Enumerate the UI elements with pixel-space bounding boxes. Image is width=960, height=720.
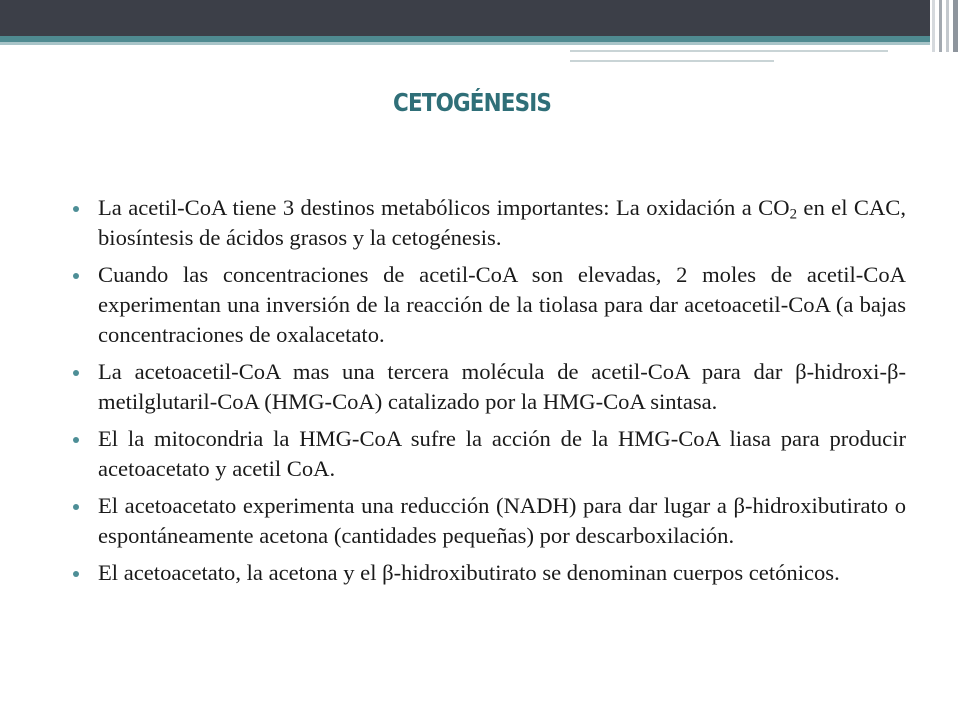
bullet-item xyxy=(70,424,906,484)
bullet-list xyxy=(70,193,906,595)
subscript-text: 2 xyxy=(789,206,798,223)
bullet-item xyxy=(70,558,906,588)
bullet-dot-icon xyxy=(73,273,79,279)
header-teal-light-band xyxy=(0,42,930,45)
bullet-dot-icon xyxy=(73,370,79,376)
bullet-item xyxy=(70,193,906,253)
bullet-text: La acetil-CoA tiene 3 destinos metabólicos importantes: La oxidación a CO xyxy=(98,195,790,220)
header-vertical-bars xyxy=(930,0,960,52)
bullet-dot-icon xyxy=(73,206,79,212)
bullet-dot-icon xyxy=(73,504,79,510)
bullet-dot-icon xyxy=(73,571,79,577)
bullet-dot-icon xyxy=(73,437,79,443)
bullet-text: El la mitocondria la HMG-CoA sufre la acción de la HMG-CoA liasa para producir acetoacetato y acetil CoA. xyxy=(98,426,906,481)
bullet-text: Cuando las concentraciones de acetil-CoA son elevadas, 2 moles de acetil-CoA experimentan una inversión de la reacción de la tiolasa para dar acetoacetil-CoA (a bajas concentraciones de oxalacetato. xyxy=(98,262,906,347)
bullet-item xyxy=(70,491,906,551)
slide-title: CETOGÉNESIS xyxy=(393,88,551,117)
bullet-text: La acetoacetil-CoA mas una tercera molécula de acetil-CoA para dar β-hidroxi-β-metilglutaril-CoA (HMG-CoA) catalizado por la HMG-CoA sintasa. xyxy=(98,359,906,414)
bullet-item xyxy=(70,260,906,350)
header-dark-band xyxy=(0,0,960,36)
header-accent-line-short xyxy=(570,60,774,62)
header-accent-line xyxy=(570,50,888,52)
bullet-text: El acetoacetato, la acetona y el β-hidroxibutirato se denominan cuerpos cetónicos. xyxy=(98,560,840,585)
bullet-item xyxy=(70,357,906,417)
bullet-text: en el CAC, biosíntesis de ácidos grasos y la cetogénesis. xyxy=(98,195,906,250)
bullet-text: El acetoacetato experimenta una reducción (NADH) para dar lugar a β-hidroxibutirato o espontáneamente acetona (cantidades pequeñas) por descarboxilación. xyxy=(98,493,906,548)
